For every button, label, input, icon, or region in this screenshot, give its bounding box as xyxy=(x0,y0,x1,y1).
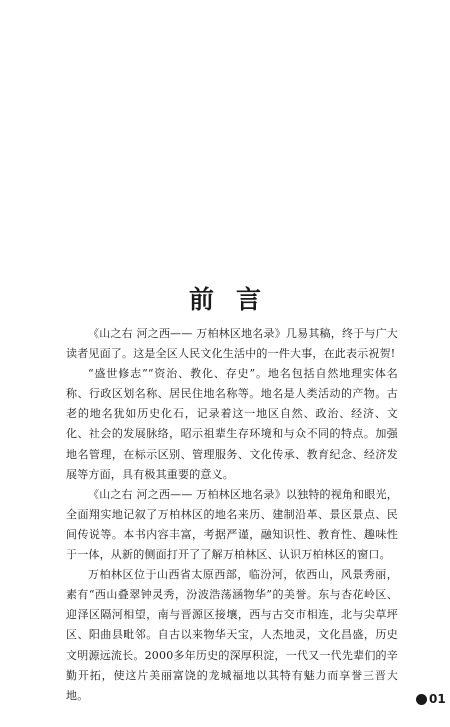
page-number-label: 01 xyxy=(429,692,446,706)
preface-body xyxy=(66,324,398,706)
paragraph-3: 《山之右 河之西—— 万柏林区地名录》以独特的视角和眼光，全面翔实地记叙了万柏林区的地名来历、建制沿革、景区景点、民间传说等。本书内容丰富，考据严谨，融知识性、教育性、趣味性于一体，从新的侧面打开了了解万柏林区、认识万柏林区的窗口。 xyxy=(66,487,398,562)
page-number xyxy=(416,692,446,706)
page-title: 前言 xyxy=(188,285,283,314)
ornament-icon xyxy=(416,694,427,705)
paragraph-4: 万柏林区位于山西省太原西部，临汾河，依西山，风景秀丽，素有“西山叠翠钟灵秀，汾波浩荡涵物华”的美誉。东与杏花岭区、迎泽区隔河相望，南与晋源区接壤，西与古交市相连，北与尖草坪区、阳曲县毗邻。自古以来物华天宝，人杰地灵，文化昌盛，历史文明源远流长。2000多年历史的深厚积淀，一代又一代先辈们的辛勤开拓，使这片美丽富饶的龙城福地以其特有魅力而享誉三晋大地。 xyxy=(66,568,398,702)
paragraph-2: “盛世修志”“资治、教化、存史”。地名包括自然地理实体名称、行政区划名称、居民住地名称等。地名是人类活动的产物。古老的地名犹如历史化石，记录着这一地区自然、政治、经济、文化、社会的发展脉络，昭示祖辈生存环境和与众不同的特点。加强地名管理，在标示区别、管理服务、文化传承、教育纪念、经济发展等方面，具有极其重要的意义。 xyxy=(66,367,398,481)
paragraph-1: 《山之右 河之西—— 万柏林区地名录》几易其稿，终于与广大读者见面了。这是全区人民文化生活中的一件大事，在此表示祝贺! xyxy=(66,327,398,361)
